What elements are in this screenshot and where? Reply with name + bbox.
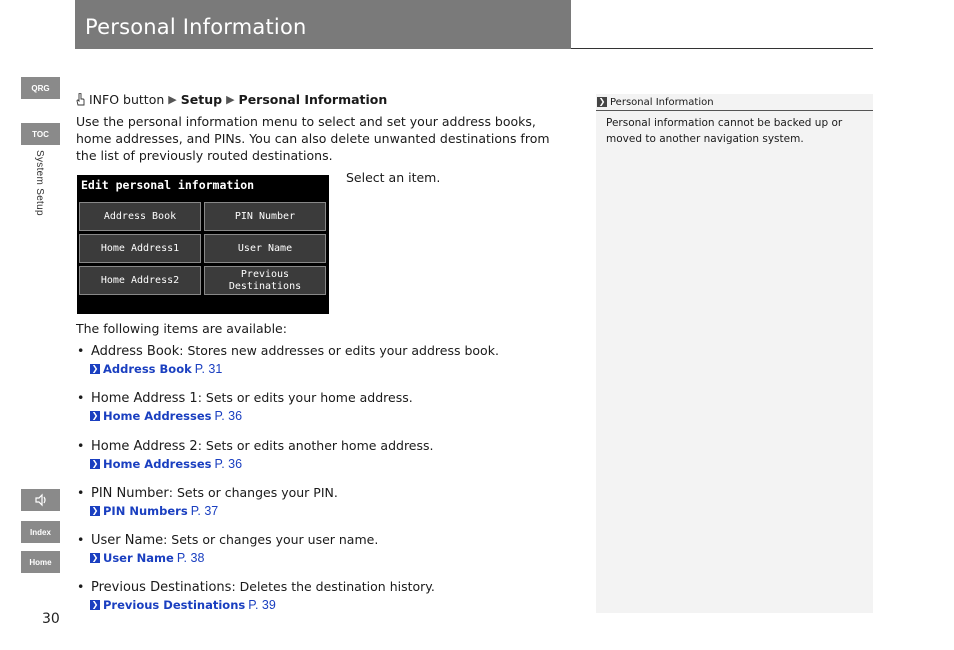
link-arrow-icon: ❯: [91, 411, 99, 420]
note-arrow-icon: ❯: [598, 97, 606, 106]
cross-reference-link[interactable]: [76, 362, 499, 376]
link-arrow-icon: ❯: [91, 459, 99, 468]
link-arrow-icon: ❯: [91, 553, 99, 562]
cross-reference-link[interactable]: [76, 551, 378, 565]
voice-command-button[interactable]: [21, 489, 60, 511]
qrg-button[interactable]: QRG: [21, 77, 60, 99]
screen-button-home-address2: Home Address2: [79, 266, 201, 295]
available-items-text: The following items are available:: [76, 321, 287, 336]
info-button-icon: [76, 93, 85, 106]
ref-title[interactable]: PIN Numbers: [103, 504, 188, 518]
cross-reference-link[interactable]: [76, 598, 435, 612]
index-button[interactable]: Index: [21, 521, 60, 543]
intro-paragraph: Use the personal information menu to select and set your address books, home addresses, and PINs. You can also delete unwanted destinations from the list of previously routed destinations.: [76, 114, 550, 163]
ref-page[interactable]: P. 37: [190, 504, 219, 518]
select-item-text: Select an item.: [346, 170, 441, 185]
screen-button-user-name: User Name: [204, 234, 326, 263]
cross-reference-link[interactable]: [76, 457, 434, 471]
item-description: : Sets or changes your PIN.: [168, 485, 338, 500]
page-title: Personal Information: [85, 15, 307, 39]
page-number: 30: [42, 611, 60, 627]
side-note-panel: [596, 94, 873, 613]
ref-page[interactable]: P. 36: [214, 457, 243, 471]
ref-title[interactable]: Previous Destinations: [103, 598, 246, 612]
screen-button-pin-number: PIN Number: [204, 202, 326, 231]
item-name: Address Book: [91, 344, 180, 359]
item-description: : Sets or edits your home address.: [197, 390, 413, 405]
ref-title[interactable]: User Name: [103, 551, 174, 565]
cross-reference-link[interactable]: [76, 409, 413, 423]
item-description: : Stores new addresses or edits your address book.: [179, 343, 499, 358]
breadcrumb-arrow-icon: ▶: [168, 93, 177, 106]
link-arrow-icon: ❯: [91, 364, 99, 373]
screen-button-address-book: Address Book: [79, 202, 201, 231]
toc-button[interactable]: TOC: [21, 123, 60, 145]
ref-title[interactable]: Home Addresses: [103, 457, 212, 471]
breadcrumb: [76, 92, 387, 107]
breadcrumb-setup: Setup: [180, 92, 223, 107]
list-item: [76, 438, 434, 471]
side-note-title: Personal Information: [610, 96, 714, 108]
section-label: System Setup: [34, 150, 45, 216]
side-note-body: Personal information cannot be backed up or moved to another navigation system.: [606, 117, 843, 145]
screen-button-home-address1: Home Address1: [79, 234, 201, 263]
ref-page[interactable]: P. 31: [194, 362, 223, 376]
list-item: [76, 532, 378, 565]
item-description: : Deletes the destination history.: [231, 579, 435, 594]
item-description: : Sets or edits another home address.: [197, 438, 434, 453]
screen-button-previous-destinations: Previous Destinations: [204, 266, 326, 295]
ref-title[interactable]: Address Book: [103, 362, 192, 376]
item-name: Home Address 2: [91, 439, 198, 454]
link-arrow-icon: ❯: [91, 600, 99, 609]
ref-page[interactable]: P. 39: [248, 598, 276, 612]
title-rule: [571, 48, 873, 49]
item-description: : Sets or changes your user name.: [163, 532, 379, 547]
breadcrumb-personal-information: Personal Information: [238, 92, 388, 107]
ref-title[interactable]: Home Addresses: [103, 409, 212, 423]
breadcrumb-arrow-icon: ▶: [226, 93, 235, 106]
list-item: [76, 390, 413, 423]
ref-page[interactable]: P. 38: [176, 551, 205, 565]
list-item: [76, 579, 435, 612]
link-arrow-icon: ❯: [91, 506, 99, 515]
item-name: Home Address 1: [91, 391, 198, 406]
screen-title: Edit personal information: [81, 178, 255, 192]
ref-page[interactable]: P. 36: [214, 409, 243, 423]
list-item: [76, 343, 499, 376]
item-name: User Name: [91, 533, 164, 548]
voice-command-icon: [34, 493, 48, 507]
side-note-header: [596, 94, 873, 111]
home-button[interactable]: Home: [21, 551, 60, 573]
cross-reference-link[interactable]: [76, 504, 338, 518]
item-name: Previous Destinations: [91, 580, 232, 595]
page-title-bar: [75, 0, 571, 49]
breadcrumb-start: INFO button: [89, 92, 165, 107]
nav-screen-image: [77, 175, 329, 314]
item-name: PIN Number: [91, 486, 169, 501]
list-item: [76, 485, 338, 518]
